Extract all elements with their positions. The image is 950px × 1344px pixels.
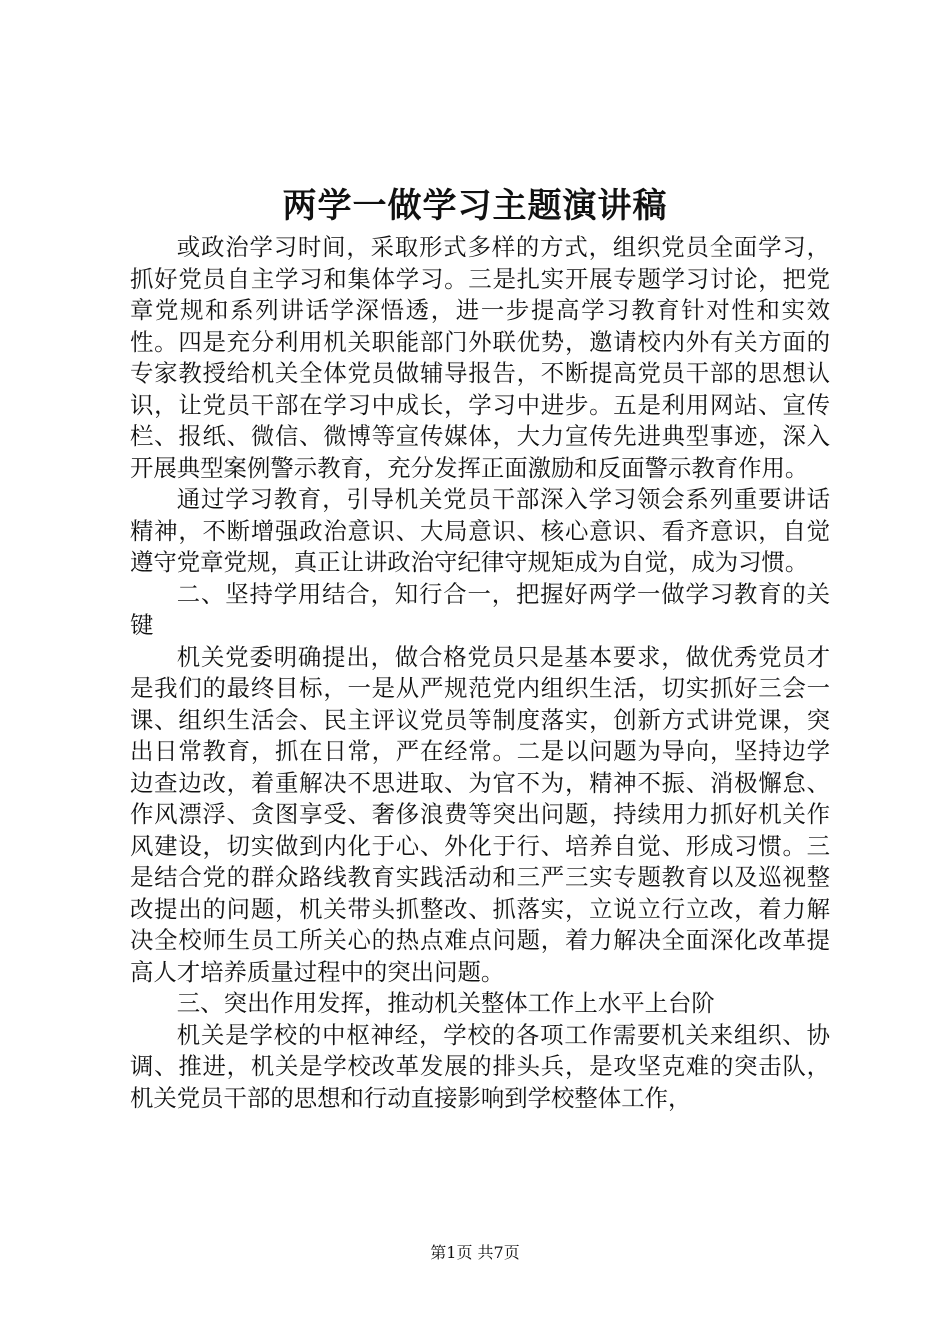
paragraph-3: 机关党委明确提出，做合格党员只是基本要求，做优秀党员才是我们的最终目标，一是从严规范党内组织生活，切实抓好三会一课、组织生活会、民主评议党员等制度落实，创新方式讲党课，突出日常教育，抓在日常，严在经常。二是以问题为导向，坚持边学边查边改，着重解决不思进取、为官不为，精神不振、消极懈怠、作风漂浮、贪图享受、奢侈浪费等突出问题，持续用力抓好机关作风建设，切实做到内化于心、外化于行、培养自觉、形成习惯。三是结合党的群众路线教育实践活动和三严三实专题教育以及巡视整改提出的问题，机关带头抓整改、抓落实，立说立行立改，着力解决全校师生员工所关心的热点难点问题，着力解决全面深化改革提高人才培养质量过程中的突出问题。 [130,642,830,986]
page-footer: 第1页 共7页 [430,1243,520,1262]
paragraph-1: 或政治学习时间，采取形式多样的方式，组织党员全面学习，抓好党员自主学习和集体学习。三是扎实开展专题学习讨论，把党章党规和系列讲话学深悟透，进一步提高学习教育针对性和实效性。四是充分利用机关职能部门外联优势，邀请校内外有关方面的专家教授给机关全体党员做辅导报告，不断提高党员干部的思想认识，让党员干部在学习中成长，学习中进步。五是利用网站、宣传栏、报纸、微信、微博等宣传媒体，大力宣传先进典型事迹，深入开展典型案例警示教育，充分发挥正面激励和反面警示教育作用。 [130,233,830,482]
paragraph-2: 通过学习教育，引导机关党员干部深入学习领会系列重要讲话精神，不断增强政治意识、大局意识、核心意识、看齐意识，自觉遵守党章党规，真正让讲政治守纪律守规矩成为自觉，成为习惯。 [130,485,830,576]
document-body [130,232,830,1114]
section-heading-2: 二、坚持学用结合，知行合一，把握好两学一做学习教育的关键 [130,579,830,639]
document-title: 两学一做学习主题演讲稿 [282,186,668,226]
section-heading-3: 三、突出作用发挥，推动机关整体工作上水平上台阶 [176,989,715,1017]
paragraph-4: 机关是学校的中枢神经，学校的各项工作需要机关来组织、协调、推进，机关是学校改革发展的排头兵，是攻坚克难的突击队，机关党员干部的思想和行动直接影响到学校整体工作， [130,1020,830,1112]
